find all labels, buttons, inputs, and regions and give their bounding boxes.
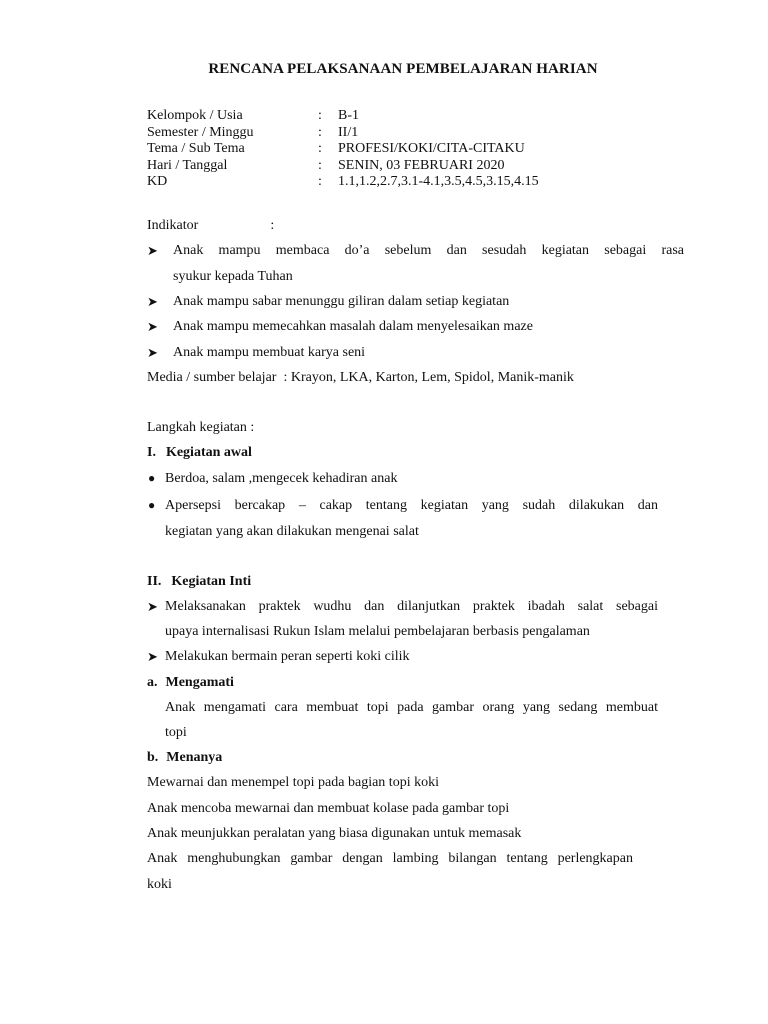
awal-item: Apersepsi bercakap – cakap tentang kegiatan yang sudah dilakukan dan bbox=[165, 498, 658, 513]
meta-colon: : bbox=[318, 141, 322, 156]
section-number: II. bbox=[147, 574, 162, 589]
meta-colon: : bbox=[318, 174, 322, 189]
subsection-title: Menanya bbox=[166, 750, 223, 765]
langkah-heading: Langkah kegiatan : bbox=[147, 420, 255, 435]
inti-item: Melaksanakan praktek wudhu dan dilanjutkan praktek ibadah salat sebagai bbox=[165, 599, 658, 614]
meta-label: Hari / Tanggal bbox=[147, 157, 228, 173]
section-heading-inti bbox=[147, 573, 251, 590]
section-number: I. bbox=[147, 445, 156, 460]
menanya-line: Anak mencoba mewarnai dan membuat kolase pada gambar topi bbox=[147, 801, 510, 816]
meta-row bbox=[147, 174, 539, 191]
round-bullet-icon: ● bbox=[148, 498, 156, 512]
awal-item: Berdoa, salam ,mengecek kehadiran anak bbox=[165, 471, 398, 486]
meta-colon: : bbox=[318, 157, 322, 173]
meta-colon: : bbox=[318, 124, 322, 140]
inti-item: Melakukan bermain peran seperti koki cilik bbox=[165, 649, 410, 664]
meta-label: Semester / Minggu bbox=[147, 124, 254, 140]
arrowhead-bullet-icon: ➤ bbox=[147, 345, 158, 360]
indikator-item: Anak mampu membuat karya seni bbox=[173, 345, 366, 360]
mengamati-text-cont: topi bbox=[165, 725, 187, 740]
arrowhead-bullet-icon: ➤ bbox=[147, 294, 158, 309]
indikator-item: Anak mampu memecahkan masalah dalam menyelesaikan maze bbox=[173, 319, 533, 334]
meta-row bbox=[147, 141, 539, 158]
meta-row bbox=[147, 158, 539, 175]
meta-row bbox=[147, 108, 539, 125]
arrowhead-bullet-icon: ➤ bbox=[147, 243, 158, 258]
media-line: Media / sumber belajar : Krayon, LKA, Karton, Lem, Spidol, Manik-manik bbox=[147, 370, 574, 385]
meta-label: Kelompok / Usia bbox=[147, 108, 243, 123]
meta-label: KD bbox=[147, 174, 168, 189]
section-title: Kegiatan Inti bbox=[171, 574, 252, 589]
indikator-item: Anak mampu membaca do’a sebelum dan sesudah kegiatan sebagai rasa bbox=[173, 243, 684, 258]
indikator-colon: : bbox=[270, 218, 275, 233]
round-bullet-icon: ● bbox=[148, 471, 156, 485]
indikator-item-cont: syukur kepada Tuhan bbox=[173, 269, 293, 284]
subsection-heading-menanya bbox=[147, 749, 222, 766]
meta-value: PROFESI/KOKI/CITA-CITAKU bbox=[338, 141, 525, 156]
meta-table bbox=[147, 108, 539, 191]
section-title: Kegiatan awal bbox=[165, 445, 252, 460]
indikator-label-text: Indikator bbox=[147, 218, 199, 233]
awal-item-cont: kegiatan yang akan dilakukan mengenai salat bbox=[165, 524, 419, 539]
meta-colon: : bbox=[318, 108, 322, 123]
arrowhead-bullet-icon: ➤ bbox=[147, 319, 158, 334]
indikator-item: Anak mampu sabar menunggu giliran dalam setiap kegiatan bbox=[173, 294, 510, 309]
mengamati-text: Anak mengamati cara membuat topi pada gambar orang yang sedang membuat bbox=[165, 700, 658, 715]
indikator-label bbox=[147, 217, 274, 234]
subsection-marker: b. bbox=[147, 750, 159, 765]
menanya-line: koki bbox=[147, 877, 172, 892]
subsection-title: Mengamati bbox=[165, 675, 234, 690]
subsection-heading-mengamati bbox=[147, 674, 234, 691]
section-heading-awal bbox=[147, 444, 252, 461]
menanya-line: Anak meunjukkan peralatan yang biasa digunakan untuk memasak bbox=[147, 826, 522, 841]
meta-label: Tema / Sub Tema bbox=[147, 141, 245, 156]
menanya-line: Anak menghubungkan gambar dengan lambing bilangan tentang perlengkapan bbox=[147, 851, 633, 866]
menanya-line: Mewarnai dan menempel topi pada bagian topi koki bbox=[147, 775, 439, 790]
document-title: RENCANA PELAKSANAAN PEMBELAJARAN HARIAN bbox=[208, 61, 598, 77]
meta-value: II/1 bbox=[338, 124, 359, 140]
subsection-marker: a. bbox=[147, 675, 158, 690]
meta-value: 1.1,1.2,2.7,3.1-4.1,3.5,4.5,3.15,4.15 bbox=[338, 174, 539, 189]
meta-row bbox=[147, 125, 539, 142]
arrowhead-bullet-icon: ➤ bbox=[147, 599, 158, 614]
meta-value: SENIN, 03 FEBRUARI 2020 bbox=[338, 157, 505, 173]
arrowhead-bullet-icon: ➤ bbox=[147, 649, 158, 664]
meta-value: B-1 bbox=[338, 108, 359, 123]
inti-item-cont: upaya internalisasi Rukun Islam melalui pembelajaran berbasis pengalaman bbox=[165, 624, 590, 639]
